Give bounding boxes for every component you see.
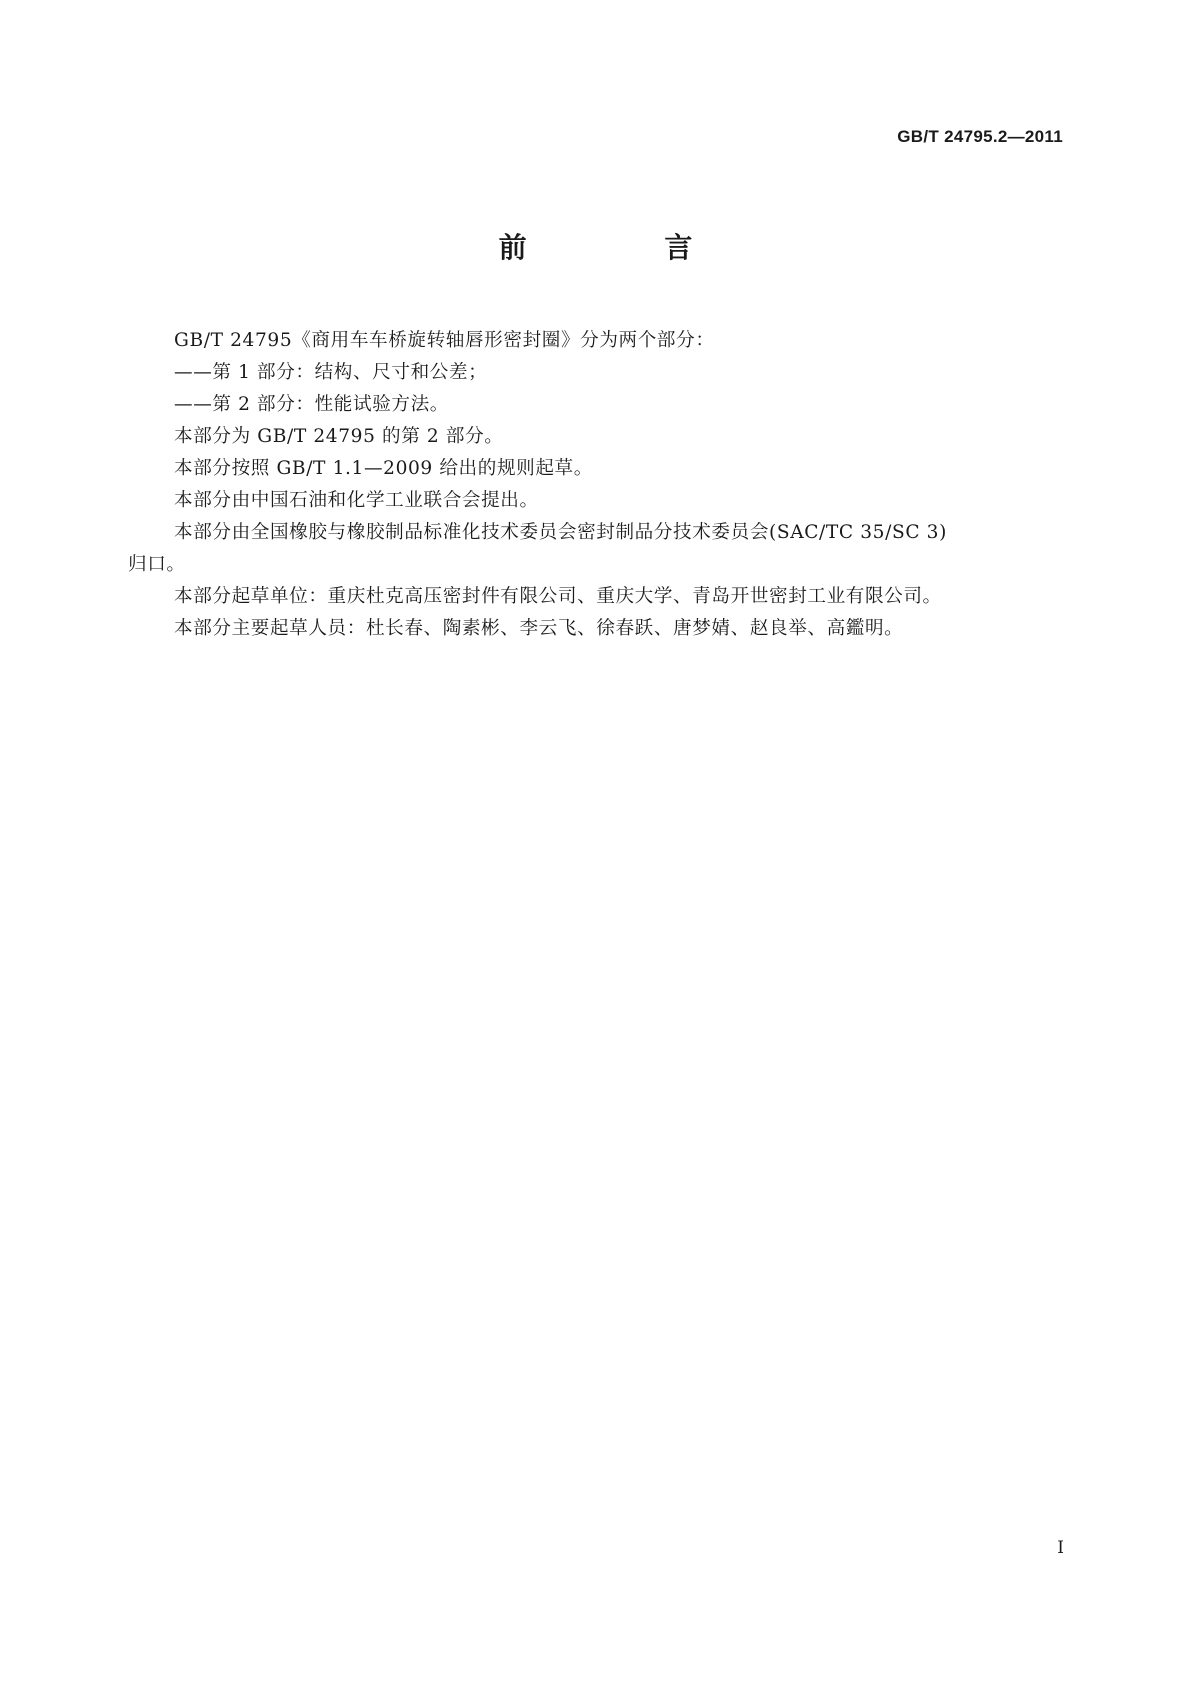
list-item-part-1: ——第 1 部分：结构、尺寸和公差；	[174, 362, 488, 383]
paragraph-part-statement: 本部分为 GB/T 24795 的第 2 部分。	[174, 426, 504, 447]
list-item-part-2: ——第 2 部分：性能试验方法。	[174, 394, 449, 415]
paragraph-committee: 本部分由全国橡胶与橡胶制品标准化技术委员会密封制品分技术委员会(SAC/TC 35/SC 3)	[174, 522, 947, 543]
page-title: 前 言	[498, 231, 757, 264]
paragraph-drafting-rules: 本部分按照 GB/T 1.1—2009 给出的规则起草。	[174, 458, 593, 479]
page-number: Ⅰ	[1057, 1538, 1064, 1558]
paragraph-intro: GB/T 24795《商用车车桥旋转轴唇形密封圈》分为两个部分：	[174, 330, 715, 351]
standard-number: GB/T 24795.2—2011	[897, 127, 1063, 146]
foreword-body	[128, 325, 1064, 645]
paragraph-drafters: 本部分主要起草人员：杜长春、陶素彬、李云飞、徐春跃、唐梦婧、赵良举、高鑑明。	[174, 618, 904, 639]
paragraph-committee-continued: 归口。	[128, 554, 186, 575]
paragraph-drafting-units: 本部分起草单位：重庆杜克高压密封件有限公司、重庆大学、青岛开世密封工业有限公司。	[174, 586, 942, 607]
paragraph-proposer: 本部分由中国石油和化学工业联合会提出。	[174, 490, 539, 511]
